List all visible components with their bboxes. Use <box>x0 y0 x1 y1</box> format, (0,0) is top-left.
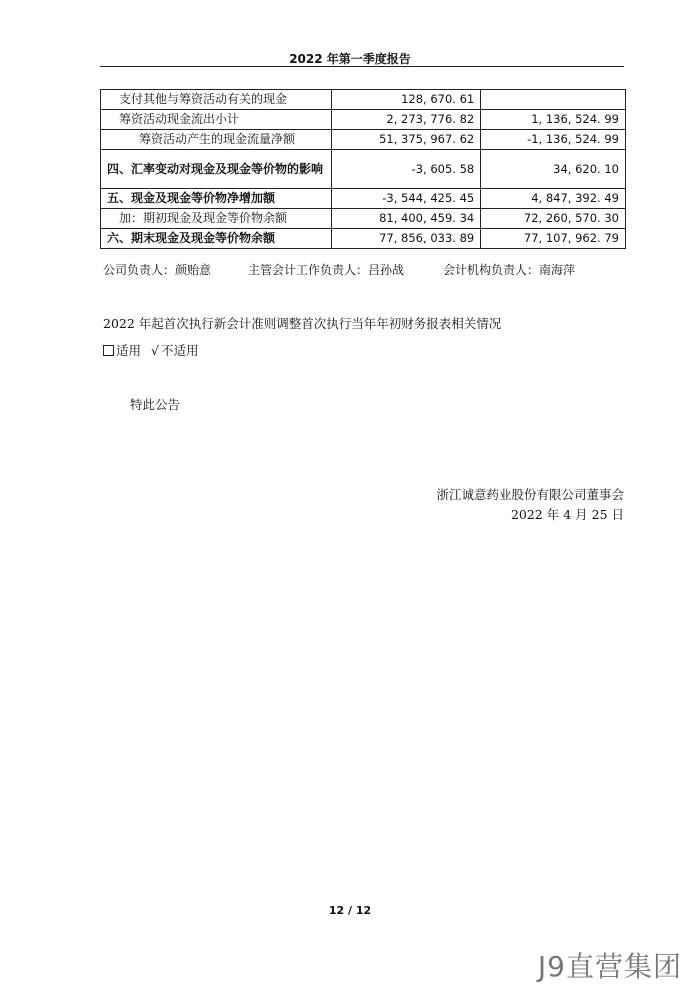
table-row <box>101 110 626 130</box>
table-row <box>101 90 626 110</box>
current-period-value: -3, 605. 58 <box>331 150 480 189</box>
previous-period-value: 77, 107, 962. 79 <box>481 229 626 249</box>
watermark-logo: J9直营集团 <box>537 950 682 983</box>
accounting-head: 主管会计工作负责人：吕孙战 <box>248 263 405 277</box>
table-row <box>101 189 626 209</box>
check-mark-icon: √ <box>151 343 159 358</box>
previous-period-value: 34, 620. 10 <box>481 150 626 189</box>
table-row <box>101 209 626 229</box>
checkbox-empty-icon <box>103 345 114 356</box>
new-standard-title: 2022 年起首次执行新会计准则调整首次执行当年年初财务报表相关情况 <box>103 316 502 331</box>
current-period-value: 128, 670. 61 <box>331 90 480 110</box>
previous-period-value <box>481 90 626 110</box>
option-not-applicable: 不适用 <box>160 343 199 358</box>
announcement-closing: 特此公告 <box>130 397 181 412</box>
accounting-agency-head: 会计机构负责人：南海萍 <box>443 263 576 277</box>
row-label: 加：期初现金及现金等价物余额 <box>101 209 332 229</box>
applicability-options <box>103 341 199 359</box>
announcement-date: 2022 年 4 月 25 日 <box>510 507 624 522</box>
report-header-title: 2022 年第一季度报告 <box>289 52 411 66</box>
company-head: 公司负责人：颜贻意 <box>103 263 212 277</box>
table-row <box>101 150 626 189</box>
previous-period-value: -1, 136, 524. 99 <box>481 130 626 150</box>
table-row <box>101 229 626 249</box>
previous-period-value: 4, 847, 392. 49 <box>481 189 626 209</box>
page-number: 12 / 12 <box>328 904 372 917</box>
current-period-value: 2, 273, 776. 82 <box>331 110 480 130</box>
current-period-value: 51, 375, 967. 62 <box>331 130 480 150</box>
row-label: 五、现金及现金等价物净增加额 <box>101 189 332 209</box>
board-name: 浙江诚意药业股份有限公司董事会 <box>436 487 624 502</box>
current-period-value: 77, 856, 033. 89 <box>331 229 480 249</box>
table-row <box>101 130 626 150</box>
previous-period-value: 1, 136, 524. 99 <box>481 110 626 130</box>
row-label: 支付其他与筹资活动有关的现金 <box>101 90 332 110</box>
option-applicable: 适用 <box>116 343 142 358</box>
previous-period-value: 72, 260, 570. 30 <box>481 209 626 229</box>
row-label: 六、期末现金及现金等价物余额 <box>101 229 332 249</box>
cash-flow-table <box>100 89 626 249</box>
row-label: 四、汇率变动对现金及现金等价物的影响 <box>101 150 332 189</box>
current-period-value: -3, 544, 425. 45 <box>331 189 480 209</box>
header-divider <box>100 66 624 67</box>
row-label: 筹资活动产生的现金流量净额 <box>101 130 332 150</box>
current-period-value: 81, 400, 459. 34 <box>331 209 480 229</box>
row-label: 筹资活动现金流出小计 <box>101 110 332 130</box>
